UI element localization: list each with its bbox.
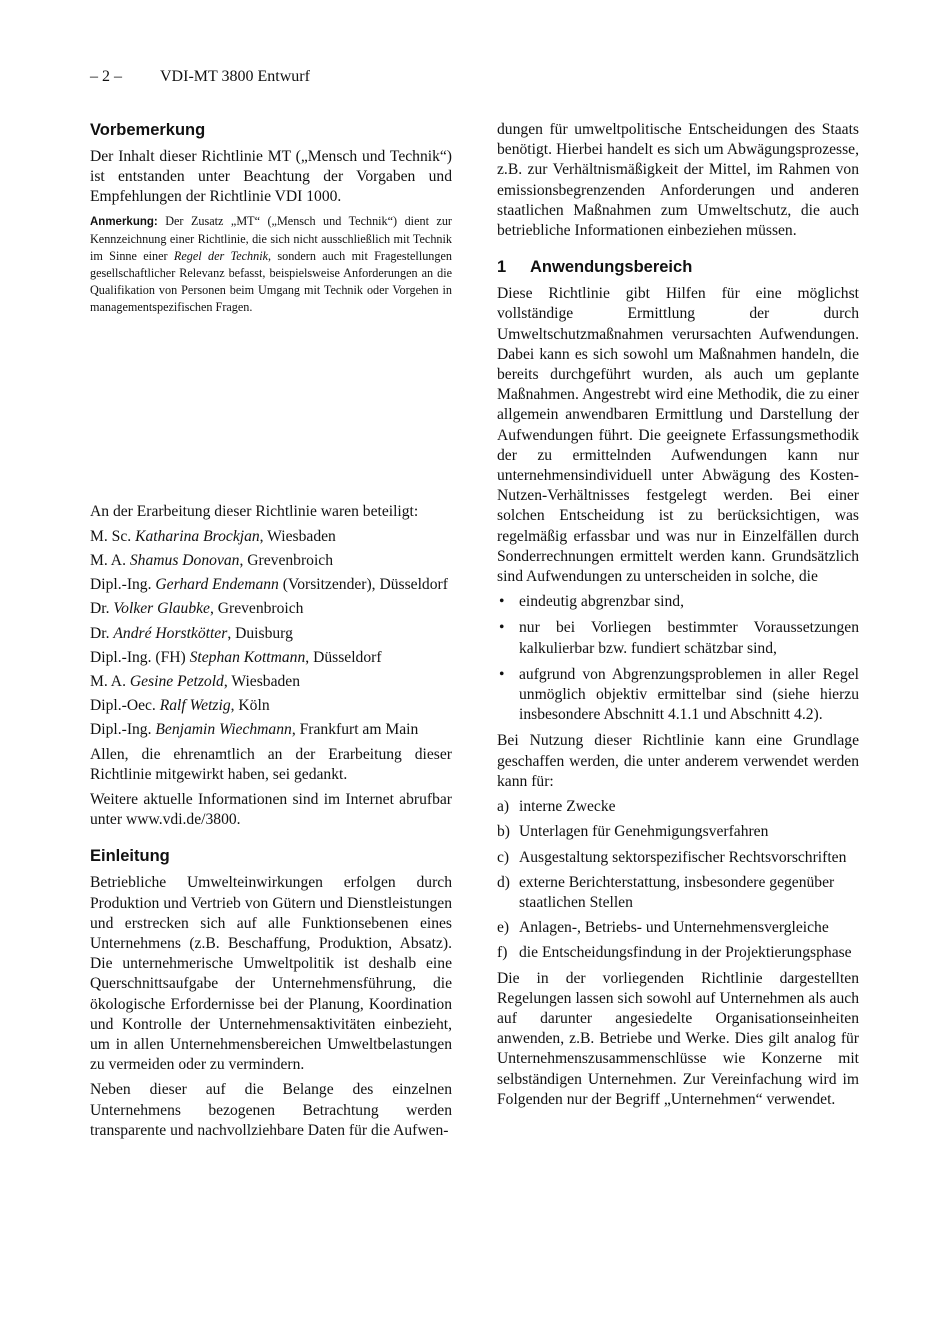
document-title: VDI-MT 3800 Entwurf: [160, 68, 310, 85]
contributor-affiliation: , Grevenbroich: [209, 600, 304, 618]
lettered-item: [497, 918, 859, 938]
vorbemerkung-text: Der Inhalt dieser Richtlinie MT („Mensch und Technik“) ist entstanden unter Beachtung der Vorgaben und Empfehlungen der Richtlinie VDI 1000.: [90, 148, 452, 206]
contributor-title: M. A.: [90, 673, 130, 691]
einleitung-heading: Einleitung: [90, 847, 170, 866]
contributor-entry: [90, 599, 452, 619]
lettered-item: [497, 797, 859, 817]
note-text-2: , sondern auch mit Fragestellungen gesellschaftlicher Relevanz befasst, beispielsweise Anforderungen an die Qualifikation von Personen beim Umgang mit Technik oder Vorgehen in managementspezifischen Fragen.: [90, 248, 452, 314]
lettered-item: [497, 848, 859, 868]
einleitung-paragraph-2-continued: dungen für umweltpolitische Entscheidungen des Staats benötigt. Hierbei handelt es sich um Abwägungsprozesse, z.B. zur Verhältnismäßigkeit der Mittel, im Rahmen von emissionsbegrenzenden Anforderungen und anderen staatlichen Maßnahmen zum Umweltschutz, die auch betriebliche Informationen einbeziehen müssen.: [497, 121, 859, 240]
contributor-name: Shamus Donovan: [129, 552, 240, 570]
item-marker: d): [497, 873, 510, 891]
contributor-affiliation: , Grevenbroich: [239, 552, 333, 570]
contributor-affiliation: , Wiesbaden: [259, 527, 336, 545]
item-text: Unterlagen für Genehmigungsverfahren: [519, 823, 769, 841]
contributor-affiliation: , Duisburg: [227, 624, 293, 642]
item-marker: a): [497, 798, 510, 816]
item-text: interne Zwecke: [519, 798, 616, 816]
contributor-entry: [90, 720, 452, 740]
contributor-title: Dipl.-Ing. (FH): [90, 648, 190, 666]
item-marker: b): [497, 823, 510, 841]
note-label: Anmerkung:: [90, 215, 158, 228]
note-italic: Regel der Technik: [173, 248, 268, 263]
bullet-item: • nur bei Vorliegen bestimmter Voraussetzungen kalkulierbar bzw. fundiert schätzbar sind,: [497, 618, 859, 658]
contributor-affiliation: , Köln: [230, 697, 270, 715]
section-1-number: 1: [497, 258, 507, 277]
contributor-entry: [90, 624, 452, 644]
item-text: die Entscheidungsfindung in der Projektierungsphase: [519, 944, 852, 962]
contributor-title: M. Sc.: [90, 527, 136, 545]
contributor-title: Dr.: [90, 624, 114, 642]
contributors-intro: An der Erarbeitung dieser Richtlinie waren beteiligt:: [90, 502, 419, 520]
section-1-paragraph-3: Die in der vorliegenden Richtlinie dargestellten Regelungen lassen sich sowohl auf Unternehmen als auch auf darunter angesiedelte Organisationseinheiten anwenden, z.B. Betriebe und Werke. Dies gilt analog für Unternehmenszusammenschlüsse wie Konzerne mit selbständigen Unternehmen. Zur Vereinfachung wird im Folgenden nur der Begriff „Unternehmen“ verwendet.: [497, 969, 859, 1108]
contributor-entry: [90, 648, 452, 668]
lettered-item: [497, 822, 859, 842]
item-text: Anlagen-, Betriebs- und Unternehmensvergleiche: [519, 919, 829, 937]
contributors-thanks: Allen, die ehrenamtlich an der Erarbeitung dieser Richtlinie mitgewirkt haben, sei gedankt.: [90, 745, 452, 783]
contributor-name: Benjamin Wiechmann: [155, 721, 292, 739]
section-1-title: Anwendungsbereich: [530, 258, 693, 277]
item-marker: c): [497, 848, 510, 866]
contributor-entry: [90, 696, 452, 716]
contributor-name: André Horstkötter: [113, 624, 228, 642]
contributor-name: Katharina Brockjan: [135, 527, 260, 545]
contributor-name: Gerhard Endemann: [155, 576, 279, 594]
section-1-bullet-list: [497, 592, 859, 725]
vorbemerkung-note: [90, 213, 452, 316]
contributor-name: Stephan Kottmann: [189, 648, 306, 666]
section-1-paragraph-2: Bei Nutzung dieser Richtlinie kann eine Grundlage geschaffen werden, die unter anderem verwendet werden kann für:: [497, 732, 859, 790]
contributors-info: Weitere aktuelle Informationen sind im Internet abrufbar unter www.vdi.de/3800.: [90, 791, 452, 829]
note-text-1: Der Zusatz „MT“ („Mensch und Technik“) dient zur Kennzeichnung einer Richtlinie, die sich nicht ausschließlich mit Technik im Sinne einer: [90, 213, 452, 263]
page-number: – 2 –: [90, 68, 122, 85]
contributors-list: [90, 527, 452, 741]
contributor-title: M. A.: [90, 552, 130, 570]
section-1-heading: [497, 257, 859, 277]
bullet-item: • eindeutig abgrenzbar sind,: [497, 592, 859, 612]
section-1-paragraph-1: Diese Richtlinie gibt Hilfen für eine möglichst vollständige Ermittlung der durch Umweltschutzmaßnahmen verursachten Aufwendungen. Dabei kann es sich sowohl um Maßnahmen handeln, die bereits durchgeführt wurden, als auch um geplante Maßnahmen. Angestrebt wird eine Methodik, die zu einer allgemein anwendbaren Ermittlung und Darstellung der Aufwendungen führt. Die geeignete Erfassungsmethodik der zu ermittelnden Aufwendungen kann nur unternehmensindividuell unter Abwägung des Kosten-Nutzen-Verhältnisses festgelegt werden. Bei einer solchen Entscheidung ist zu berücksichtigen, was regelmäßig erfassbar und was nur in Einzelfällen durch Sonderrechnungen ermittelt werden kann. Grundsätzlich sind Aufwendungen zu unterscheiden in solche, die: [497, 285, 859, 586]
contributor-affiliation: (Vorsitzender), Düsseldorf: [278, 576, 448, 594]
bullet-item: • aufgrund von Abgrenzungsproblemen in aller Regel unmöglich objektiv ermittelbar sind (siehe hierzu insbesondere Abschnitt 4.1.1 und Abschnitt 4.2).: [497, 665, 859, 726]
contributor-entry: [90, 527, 452, 547]
page-header: [90, 68, 310, 86]
contributor-title: Dr.: [90, 600, 114, 618]
contributor-entry: [90, 672, 452, 692]
contributor-name: Gesine Petzold: [129, 673, 224, 691]
contributor-title: Dipl.-Oec.: [90, 697, 160, 715]
contributor-affiliation: , Düsseldorf: [305, 648, 382, 666]
item-text: externe Berichterstattung, insbesondere gegenüber staatlichen Stellen: [519, 873, 835, 911]
contributor-name: Ralf Wetzig: [159, 697, 231, 715]
blank-space: [90, 316, 452, 502]
contributor-title: Dipl.-Ing.: [90, 576, 156, 594]
left-column: [90, 120, 452, 1146]
contributor-entry: [90, 551, 452, 571]
lettered-item: [497, 873, 859, 913]
lettered-item: [497, 943, 859, 963]
contributor-name: Volker Glaubke: [113, 600, 210, 618]
einleitung-paragraph-1: Betriebliche Umwelteinwirkungen erfolgen durch Produktion und Vertrieb von Gütern und Dienstleistungen und erstrecken sich auf alle Funktionsebenen eines Unternehmens (z.B. Beschaffung, Produktion, Absatz). Die unternehmerische Umweltpolitik ist deshalb eine Querschnittsaufgabe der Unternehmensführung, die ökologische Erfordernisse bei der Planung, Koordination und Kontrolle der Unternehmensaktivitäten einbezieht, um in allen Unternehmensbereichen Umweltbelastungen zu vermeiden oder zu vermindern.: [90, 874, 452, 1074]
vorbemerkung-heading: Vorbemerkung: [90, 121, 206, 139]
section-1-lettered-list: [497, 797, 859, 963]
item-marker: e): [497, 919, 510, 937]
item-marker: f): [497, 944, 508, 962]
right-column: [497, 120, 859, 1115]
item-text: Ausgestaltung sektorspezifischer Rechtsvorschriften: [519, 848, 847, 866]
contributor-title: Dipl.-Ing.: [90, 721, 156, 739]
contributor-affiliation: , Frankfurt am Main: [291, 721, 419, 739]
contributor-affiliation: , Wiesbaden: [223, 673, 301, 691]
contributor-entry: [90, 575, 452, 595]
einleitung-paragraph-2: Neben dieser auf die Belange des einzelnen Unternehmens bezogenen Betrachtung werden transparente und nachvollziehbare Daten für die Aufwen-: [90, 1081, 452, 1139]
